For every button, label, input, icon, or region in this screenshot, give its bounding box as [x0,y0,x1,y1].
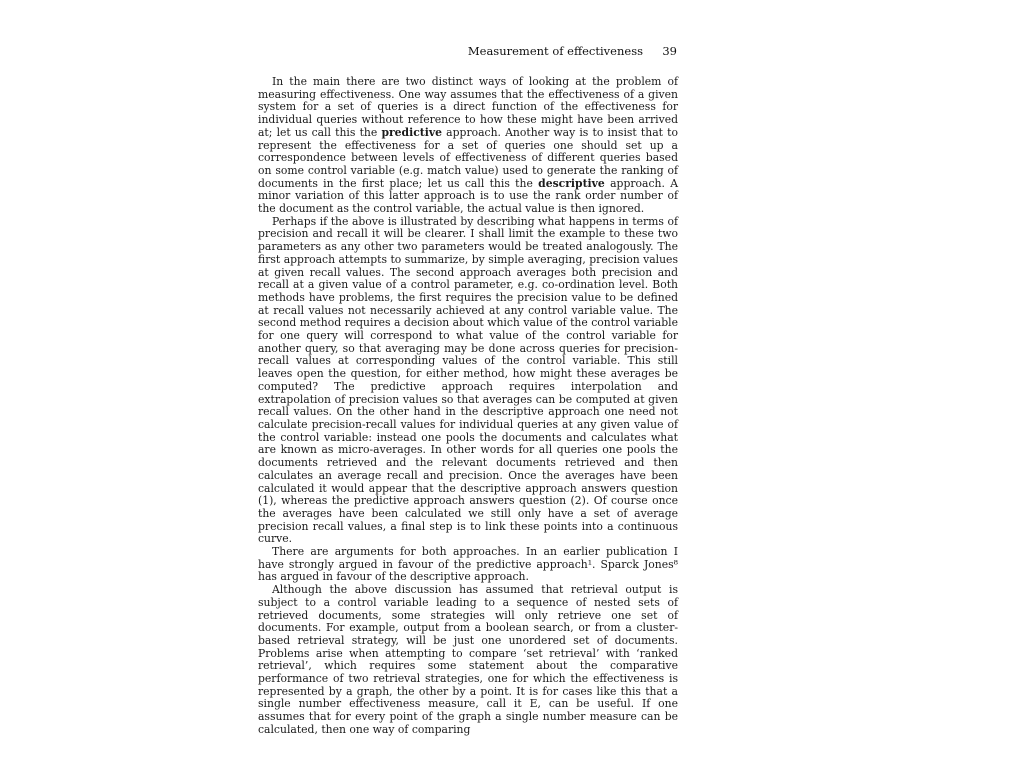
paragraph-1-text-c: approach. A minor variation of this latter approach is to use the rank order number of the document as the control variable, the actual value is then ignored. [258,176,679,216]
running-head [250,44,685,60]
running-head-title: Measurement of effectiveness [467,44,643,58]
paragraph-4: Although the above discussion has assumed that retrieval output is subject to a control variable leading to a sequence of nested sets of retrieved documents, some strategies will only retrieve one set of documents. For example, output from a boolean search, or from a cluster-based retrieval strategy, will be just one unordered set of documents. Problems arise when attempting to compare ‘set retrieval’ with ‘ranked retrieval’, which requires some statement about the comparative performance of two retrieval strategies, one for which the effectiveness is represented by a graph, the other by a point. It is for cases like this that a single number effectiveness measure, call it E, can be useful. If one assumes that for every point of the graph a single number measure can be calculated, then one way of comparing [258,583,678,736]
term-descriptive: descriptive [538,176,605,190]
paragraph-2: Perhaps if the above is illustrated by describing what happens in terms of precision and recall it will be clearer. I shall limit the example to these two parameters as any other two parameters would be treated analogously. The first approach attempts to summarize, by simple averaging, precision values at given recall values. The second approach averages both precision and recall at a given value of a control parameter, e.g. co-ordination level. Both methods have problems, the first requires the precision value to be defined at recall values not necessarily achieved at any control variable value. The second method requires a decision about which value of the control variable for one query will correspond to what value of the control variable for another query, so that averaging may be done across queries for precision-recall values at corresponding values of the control variable. This still leaves open the question, for either method, how might these averages be computed? The predictive approach requires interpolation and extrapolation of precision values so that averages can be computed at given recall values. On the other hand in the descriptive approach one need not calculate precision-recall values for individual queries at any given value of the control variable: instead one pools the documents and calculates what are known as micro-averages. In other words for all queries one pools the documents retrieved and the relevant documents retrieved and then calculates an average recall and precision. Once the averages have been calculated it would appear that the descriptive approach answers question (1), whereas the predictive approach answers question (2). Of course once the averages have been calculated we still only have a set of average precision recall values, a final step is to link these points into a continuous curve. [258,214,678,546]
paragraph-1-text-b: approach. Another way is to insist that to represent the effectiveness for a set of queries one should set up a correspondence between levels of effectiveness of different queries based on some control variable (e.g. match value) used to generate the ranking of documents in the first place; let us call this the [258,125,679,190]
page-number: 39 [662,44,677,58]
paragraph-3: There are arguments for both approaches. In an earlier publication I have strongly argued in favour of the predictive approach¹. Sparck Jones⁸ has argued in favour of the descriptive approach. [258,545,678,584]
body-text [258,76,678,737]
paragraph-1 [258,76,678,216]
book-page [250,40,685,736]
paragraph-1-text-a: In the main there are two distinct ways of looking at the problem of measuring effectiveness. One way assumes that the effectiveness of a given system for a set of queries is a direct function of the effectiveness for individual queries without reference to how these might have been arrived at; let us call this the [258,75,678,139]
term-predictive: predictive [381,125,443,139]
